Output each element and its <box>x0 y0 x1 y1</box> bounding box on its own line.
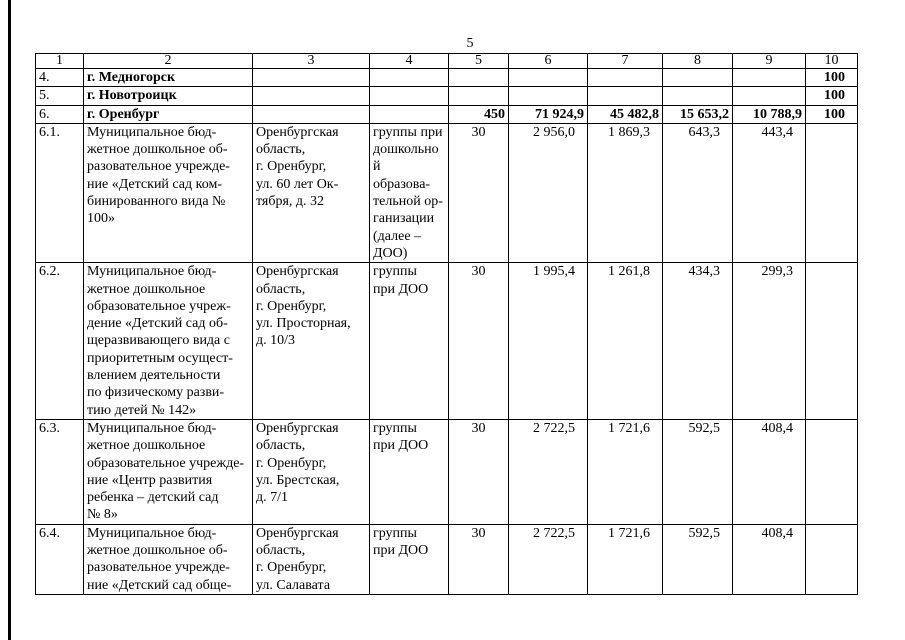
cell-line: г. Оренбург, <box>256 159 327 175</box>
percent-cell: 100 <box>806 69 858 87</box>
cell-line: группы <box>373 420 417 436</box>
column-number: 2 <box>84 54 253 69</box>
cell-line: д. 10/3 <box>256 333 296 349</box>
institution-name <box>84 263 253 420</box>
cell-line: Муниципальное бюд- <box>87 420 217 436</box>
cell-line: Муниципальное бюд- <box>87 525 217 541</box>
amount-cell: 1 869,3 <box>588 123 663 262</box>
amount-cell: 443,4 <box>733 123 806 262</box>
cell-line: область, <box>256 142 306 158</box>
city-row <box>36 87 858 105</box>
group-type <box>370 524 449 594</box>
cell-line: г. Оренбург, <box>256 455 327 471</box>
column-number: 9 <box>733 54 806 69</box>
groups-count: 30 <box>449 419 509 524</box>
amount-cell: 408,4 <box>733 419 806 524</box>
institution-row <box>36 263 858 420</box>
city-name: г. Новотроицк <box>84 87 253 105</box>
cell-line: при ДОО <box>373 438 429 454</box>
column-number: 1 <box>36 54 84 69</box>
cell-line: образовательное учрежде- <box>87 455 245 471</box>
groups-count: 450 <box>449 105 509 123</box>
cell-line: тельной ор- <box>373 194 443 210</box>
page-left-border <box>8 0 11 640</box>
cell-line: г. Оренбург, <box>256 298 327 314</box>
cell-line: дошкольной <box>373 142 439 175</box>
cell-line: жетное дошкольное <box>87 438 206 454</box>
cell-line: область, <box>256 438 306 454</box>
amount-cell: 592,5 <box>663 524 733 594</box>
cell-line: ребенка – детский сад <box>87 490 219 506</box>
cell-line: при ДОО <box>373 543 429 559</box>
row-number: 5. <box>36 87 84 105</box>
column-number: 10 <box>806 54 858 69</box>
row-number: 6. <box>36 105 84 123</box>
row-number: 4. <box>36 69 84 87</box>
cell-line: д. 7/1 <box>256 490 289 506</box>
column-number: 5 <box>449 54 509 69</box>
cell-line: тября, д. 32 <box>256 194 325 210</box>
groups-count: 30 <box>449 524 509 594</box>
column-number: 3 <box>253 54 370 69</box>
cell-line: бинированного вида № <box>87 194 226 210</box>
cell-line: область, <box>256 281 306 297</box>
cell-line: Муниципальное бюд- <box>87 124 217 140</box>
cell-line: Оренбургская <box>256 264 339 280</box>
column-number: 4 <box>370 54 449 69</box>
amount-cell: 45 482,8 <box>588 105 663 123</box>
amount-cell: 643,3 <box>663 123 733 262</box>
cell-line: жетное дошкольное об- <box>87 142 228 158</box>
amount-cell: 10 788,9 <box>733 105 806 123</box>
cell-line: группы при <box>373 124 443 140</box>
groups-count: 30 <box>449 263 509 420</box>
row-number: 6.3. <box>36 419 84 524</box>
group-type <box>370 419 449 524</box>
percent-cell: 100 <box>806 87 858 105</box>
institution-name <box>84 524 253 594</box>
cell-line: Оренбургская <box>256 420 339 436</box>
cell-line: ул. Брестская, <box>256 472 340 488</box>
page-number: 5 <box>466 36 474 51</box>
percent-cell <box>806 263 858 420</box>
cell-line: при ДОО <box>373 281 429 297</box>
groups-count: 30 <box>449 123 509 262</box>
cell-line: группы <box>373 264 417 280</box>
cell-line: Муниципальное бюд- <box>87 264 217 280</box>
percent-cell <box>806 419 858 524</box>
cell-line: образовательное учреж- <box>87 298 231 314</box>
group-type <box>370 263 449 420</box>
row-number: 6.1. <box>36 123 84 262</box>
cell-line: разовательное учрежде- <box>87 159 230 175</box>
institution-row <box>36 123 858 262</box>
allocation-table <box>35 53 858 595</box>
percent-cell <box>806 123 858 262</box>
percent-cell <box>806 524 858 594</box>
city-name: г. Медногорск <box>84 69 253 87</box>
cell-line: г. Оренбург, <box>256 560 327 576</box>
cell-line: по физическому разви- <box>87 385 225 401</box>
percent-cell: 100 <box>806 105 858 123</box>
cell-line: область, <box>256 543 306 559</box>
cell-line: ние «Центр развития <box>87 472 213 488</box>
institution-address <box>253 524 370 594</box>
cell-line: Оренбургская <box>256 124 339 140</box>
city-total-row <box>36 105 858 123</box>
amount-cell: 299,3 <box>733 263 806 420</box>
cell-line: ние «Детский сад обще- <box>87 577 232 593</box>
cell-line: ние «Детский сад ком- <box>87 176 222 192</box>
amount-cell: 408,4 <box>733 524 806 594</box>
cell-line: щеразвивающего вида с <box>87 333 230 349</box>
group-type <box>370 123 449 262</box>
amount-cell: 2 956,0 <box>509 123 588 262</box>
city-row <box>36 69 858 87</box>
institution-address <box>253 419 370 524</box>
institution-address <box>253 123 370 262</box>
cell-line: группы <box>373 525 417 541</box>
institution-name <box>84 123 253 262</box>
cell-line: жетное дошкольное об- <box>87 543 228 559</box>
cell-line: ганизации <box>373 211 435 227</box>
cell-line: тию детей № 142» <box>87 402 197 418</box>
row-number: 6.4. <box>36 524 84 594</box>
amount-cell: 1 995,4 <box>509 263 588 420</box>
cell-line: ул. 60 лет Ок- <box>256 176 339 192</box>
amount-cell: 1 721,6 <box>588 419 663 524</box>
cell-line: дение «Детский сад об- <box>87 316 228 332</box>
cell-line: разовательное учрежде- <box>87 560 230 576</box>
amount-cell: 434,3 <box>663 263 733 420</box>
column-number: 7 <box>588 54 663 69</box>
cell-line: (далее – <box>373 228 422 244</box>
amount-cell: 2 722,5 <box>509 524 588 594</box>
cell-line: ДОО) <box>373 245 408 261</box>
institution-row <box>36 524 858 594</box>
cell-line: влением деятельности <box>87 368 221 384</box>
amount-cell: 1 261,8 <box>588 263 663 420</box>
column-number-row <box>36 54 858 69</box>
institution-address <box>253 263 370 420</box>
city-name: г. Оренбург <box>84 105 253 123</box>
row-number: 6.2. <box>36 263 84 420</box>
amount-cell: 1 721,6 <box>588 524 663 594</box>
cell-line: образова- <box>373 176 431 192</box>
institution-name <box>84 419 253 524</box>
amount-cell: 2 722,5 <box>509 419 588 524</box>
institution-row <box>36 419 858 524</box>
column-number: 8 <box>663 54 733 69</box>
column-number: 6 <box>509 54 588 69</box>
cell-line: жетное дошкольное <box>87 281 206 297</box>
amount-cell: 592,5 <box>663 419 733 524</box>
cell-line: приоритетным осущест- <box>87 350 233 366</box>
cell-line: Оренбургская <box>256 525 339 541</box>
amount-cell: 71 924,9 <box>509 105 588 123</box>
amount-cell: 15 653,2 <box>663 105 733 123</box>
cell-line: ул. Салавата <box>256 577 331 593</box>
cell-line: 100» <box>87 211 115 227</box>
cell-line: ул. Просторная, <box>256 316 351 332</box>
cell-line: № 8» <box>87 507 118 523</box>
